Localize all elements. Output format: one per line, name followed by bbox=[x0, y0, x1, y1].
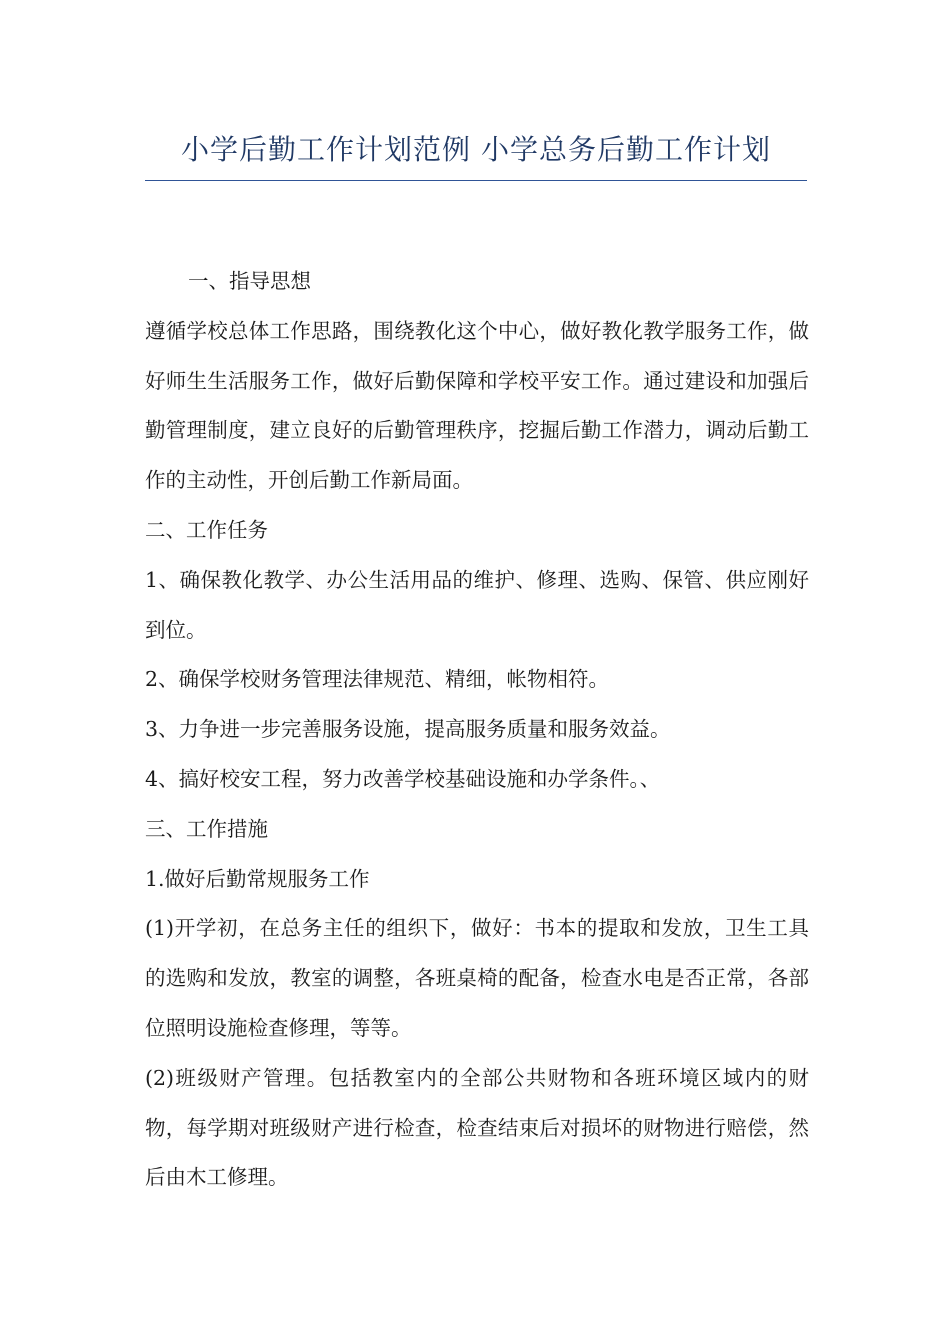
document-title: 小学后勤工作计划范例 小学总务后勤工作计划 bbox=[181, 133, 771, 166]
paragraph-guiding-ideology: 遵循学校总体工作思路，围绕教化这个中心，做好教化教学服务工作，做好师生生活服务工作，做好后勤保障和学校平安工作。通过建设和加强后勤管理制度，建立良好的后勤管理秩序，挖掘后勤工作潜力，调动后勤工作的主动性，开创后勤工作新局面。 bbox=[145, 318, 809, 493]
task-item-1: 1、确保教化教学、办公生活用品的维护、修理、选购、保管、供应刚好到位。 bbox=[145, 567, 809, 642]
heading-work-measures: 三、工作措施 bbox=[145, 816, 268, 841]
task-item-2: 2、确保学校财务管理法律规范、精细，帐物相符。 bbox=[145, 667, 610, 692]
measure-item-2: (2)班级财产管理。包括教室内的全部公共财物和各班环境区域内的财物，每学期对班级财产进行检查，检查结束后对损坏的财物进行赔偿，然后由木工修理。 bbox=[145, 1065, 809, 1190]
task-item-4: 4、搞好校安工程，努力改善学校基础设施和办学条件。、 bbox=[145, 766, 661, 791]
measure-item-1: (1)开学初，在总务主任的组织下，做好：书本的提取和发放，卫生工具的选购和发放，教室的调整，各班桌椅的配备，检查水电是否正常，各部位照明设施检查修理，等等。 bbox=[145, 916, 809, 1040]
measure-subheading-1: 1.做好后勤常规服务工作 bbox=[145, 866, 370, 891]
heading-work-tasks: 二、工作任务 bbox=[145, 517, 268, 542]
document-body bbox=[145, 257, 809, 1203]
heading-guiding-ideology: 一、指导思想 bbox=[188, 269, 311, 293]
task-item-3: 3、力争进一步完善服务设施，提高服务质量和服务效益。 bbox=[145, 717, 671, 742]
title-underline bbox=[145, 180, 807, 181]
